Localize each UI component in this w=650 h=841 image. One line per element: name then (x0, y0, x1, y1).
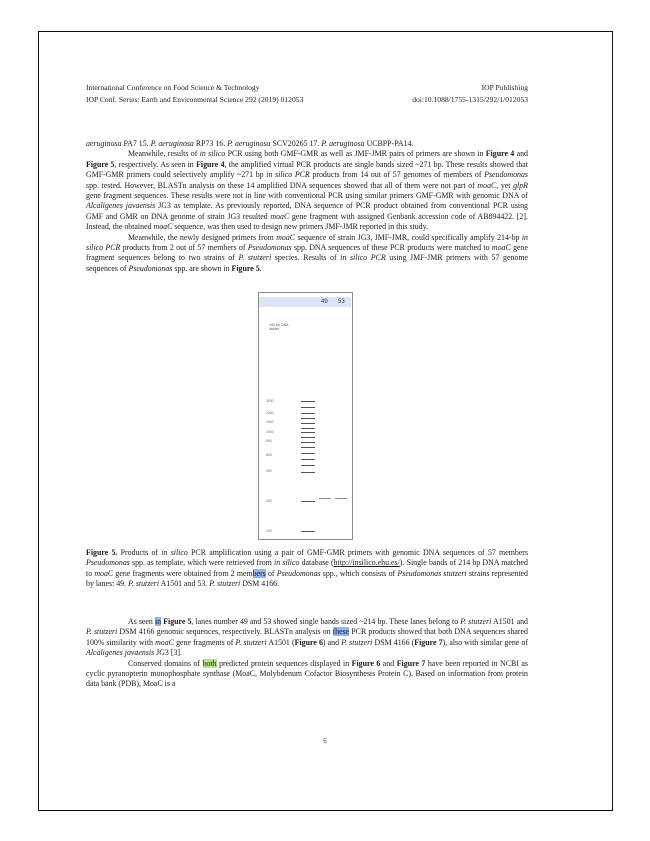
paragraph-jmf-results: Meanwhile, the newly designed primers from moaC sequence of strain JG3, JMF-JMR, could specifically amplify 214-bp in silico PCR products from 2 out of 57 members of Pseudomonas spp. DNA sequences of these PCR products were matched to moaC gene fragment sequences belong to two strains of P. stutzeri species. Results of in silico PCR using JMF-JMR primers with 57 genome sequences of Pseudomonas spp. are shown in Figure 5. (86, 232, 529, 273)
lane-label-53: 53 (338, 299, 345, 305)
paragraph-lanes-49-53: As seen in Figure 5, lanes number 49 and 53 showed single bands sized ~214 bp. These lanes belong to P. stutzeri A1501 and P. stutzeri DSM 4166 genomic sequences, respectively. BLASTn analysis on these PCR products showed that both DNA sequences shared 100% similarity with moaC gene fragments of P. stutzeri A1501 (Figure 6) and P. stutzeri DSM 4166 (Figure 7), also with similar gene of Alcaligenes javaensis JG3 [3]. (86, 617, 529, 658)
page-number: 6 (323, 737, 327, 745)
ladder-band (301, 531, 315, 532)
lane-label-49: 49 (321, 299, 328, 305)
highlight-both: both (202, 658, 217, 668)
conference-name: International Conference on Food Science & Technology (86, 83, 260, 92)
ladder-tick: 200 (266, 499, 272, 503)
ladder-band (301, 442, 315, 443)
ladder-tick: 600 (266, 453, 272, 457)
ladder-tick: 2000 (266, 411, 274, 415)
ladder-band (301, 459, 315, 460)
doi: doi:10.1088/1755-1315/292/1/012053 (412, 95, 528, 104)
paragraph-conserved-domains: Conserved domains of both predicted protein sequences displayed in Figure 6 and Figure 7 have been reported in NCBI as cyclic pyranopterin monophosphate synthase (MoaC, Molybdenum Cofactor Biosynthesis Protein C). Based on information from protein data bank (PDB), MoaC is a (86, 658, 528, 689)
lane-53-band (335, 498, 347, 499)
highlight-these: these (332, 627, 350, 637)
ladder-tick: 800 (266, 439, 272, 443)
ladder-tick: 400 (266, 469, 272, 473)
paragraph-strain-list: aeruginosa PA7 15. P. aeruginosa RP73 16. P. aeruginosa SCV20265 17. P. aeruginosa UCBPP-PA14. (86, 139, 414, 148)
publisher-name: IOP Publishing (481, 83, 528, 92)
ladder-band (301, 472, 315, 473)
paragraph-gmf-results: Meanwhile, results of in silico PCR using both GMF-GMR as well as JMF-JMR pairs of primers are shown in Figure 4 and Figure 5, respectively. As seen in Figure 4, the amplified virtual PCR products are single bands sized ~271 bp. These results showed that GMF-GMR primers could selectively amplify ~271 bp in silico PCR products from 14 out of 57 genomes of members of Pseudomonas spp. tested. However, BLASTn analysis on these 14 amplified DNA sequences showed that all of them were not part of moaC, yet glpR gene fragment sequences. These results were not in line with conventional PCR using similar primers GMF-GMR with genomic DNA of Alcaligenes javaensis JG3 as template. As previously reported, DNA sequence of PCR product obtained from conventional PCR using GMF and GMR on DNA genome of strain JG3 resulted moaC gene fragment with assigned Genbank accession code of AB894422. [2]. Instead, the obtained moaC sequence, was then used to design new primers JMF-JMR reported in this study. (86, 149, 528, 232)
ladder-band (301, 437, 315, 438)
ladder-band (301, 453, 315, 454)
ladder-tick: 3000 (266, 399, 274, 403)
ladder-tick: 100 (266, 529, 272, 533)
ladder-band (301, 501, 315, 502)
ladder-band (301, 423, 315, 424)
lane-49-band (319, 498, 331, 499)
running-header-bottom (86, 95, 528, 105)
highlight-in: in (154, 617, 162, 626)
running-header-top (86, 83, 528, 93)
ladder-band (301, 432, 315, 433)
ladder-band (301, 418, 315, 419)
ladder-band (301, 465, 315, 466)
ladder-band (301, 407, 315, 408)
figure-5-caption: Figure 5. Products of in silico PCR amplification using a pair of GMF-GMR primers with genomic DNA sequences of 57 members Pseudomonas spp. as template, which were retrieved from in silico database (http://insilico.ehu.es/). Single bands of 214 bp DNA matched to moaC gene fragments were obtained from 2 members of Pseudomonas spp., which consists of Pseudomonas stutzeri strains represented by lanes: 49. P. stutzeri A1501 and 53. P. stutzeri DSM 4166. (86, 548, 528, 589)
body-text-bottom (86, 617, 528, 690)
series-citation: IOP Conf. Series: Earth and Environmental Science 292 (2019) 012053 (86, 95, 304, 104)
ladder-band (301, 447, 315, 448)
caption-label: Figure 5. (86, 548, 118, 557)
ladder-tick: 1000 (266, 430, 274, 434)
ladder-title: 100 bp DNA ladder (269, 323, 289, 332)
body-text-top (86, 139, 528, 274)
gel-lane-header (259, 297, 351, 307)
ladder-band (301, 401, 315, 402)
figure-5-gel (258, 292, 353, 540)
ladder-tick: 1500 (266, 420, 274, 424)
insilico-database-link[interactable]: http://insilico.ehu.es/ (333, 558, 400, 568)
highlight-bers: bers (252, 568, 266, 578)
ladder-band (301, 413, 315, 414)
ladder-band (301, 428, 315, 429)
